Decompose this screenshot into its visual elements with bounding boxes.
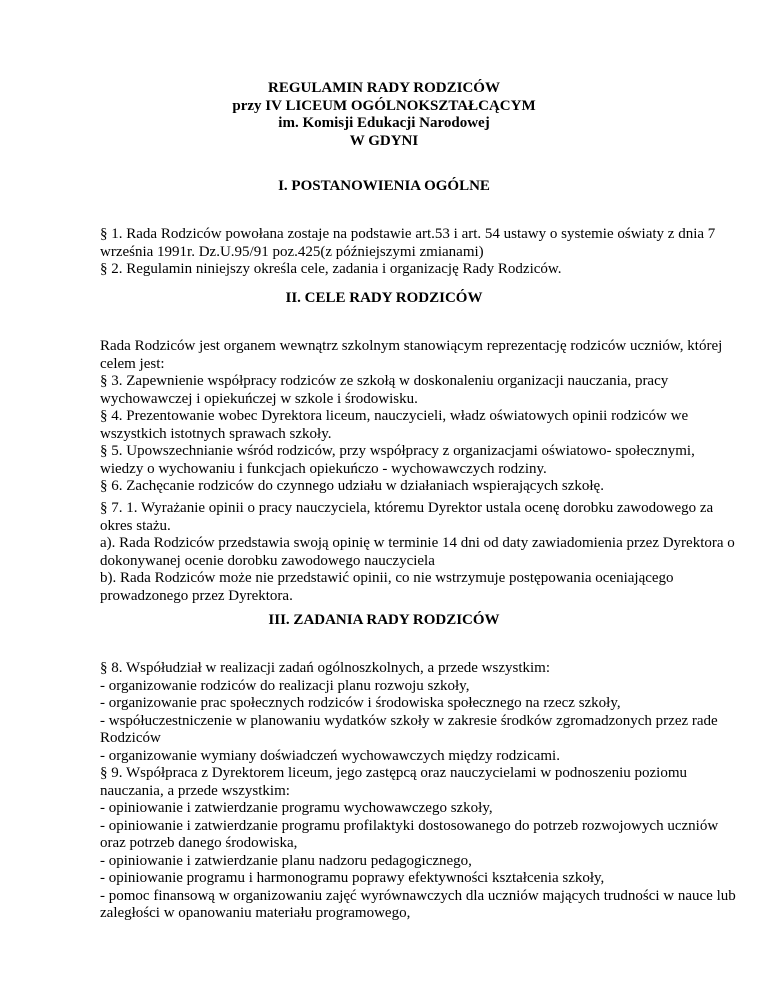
text-line: § 3. Zapewnienie współpracy rodziców ze szkołą w doskonaleniu organizacji nauczania, pracy — [100, 373, 669, 389]
text-line: zaległości w opanowaniu materiału programowego, — [100, 905, 411, 921]
text-line: - organizowanie wymiany doświadczeń wychowawczych między rodzicami. — [100, 747, 560, 764]
text-line: - współuczestniczenie w planowaniu wydatków szkoły w zakresie środków zgromadzonych przez rade — [100, 712, 718, 729]
text-line: § 8. Współudział w realizacji zadań ogólnoszkolnych, a przede wszystkim: — [100, 660, 550, 676]
section-2-paragraph-7 — [100, 500, 735, 605]
text-line: wszystkich istotnych sprawach szkoły. — [100, 425, 332, 442]
section-2-paragraph — [100, 338, 723, 496]
text-line: - pomoc finansową w organizowaniu zajęć wyrównawczych dla uczniów mających trudności w nauce lub — [100, 887, 736, 904]
text-line: a). Rada Rodziców przedstawia swoją opinię w terminie 14 dni od daty zawiadomienia przez Dyrektora o — [100, 535, 735, 551]
text-line: września 1991r. Dz.U.95/91 poz.425(z późniejszymi zmianami) — [100, 243, 484, 260]
text-line: wiedzy o wychowaniu i funkcjach opiekuńczo - wychowawczych rodziny. — [100, 460, 547, 477]
title-line: im. Komisji Edukacji Narodowej — [278, 115, 490, 131]
text-line: § 5. Upowszechnianie wśród rodziców, przy współpracy z organizacjami oświatowo- społecznymi, — [100, 443, 695, 459]
text-line: - opiniowanie i zatwierdzanie programu wychowawczego szkoły, — [100, 800, 493, 816]
section-1-paragraph — [100, 226, 716, 279]
title-line: W GDYNI — [349, 132, 419, 149]
section-heading-1: I. POSTANOWIENIA OGÓLNE — [278, 178, 490, 194]
text-line: wychowawczej i opiekuńczej w szkole i środowisku. — [100, 390, 418, 407]
text-line: nauczania, a przede wszystkim: — [100, 782, 290, 799]
text-line: § 1. Rada Rodziców powołana zostaje na podstawie art.53 i art. 54 ustawy o systemie oświaty z dnia 7 — [100, 226, 716, 242]
text-line: § 6. Zachęcanie rodziców do czynnego udziału w działaniach wspierających szkołę. — [100, 478, 604, 494]
text-line: - opiniowanie i zatwierdzanie programu profilaktyki dostosowanego do potrzeb rozwojowych uczniów — [100, 817, 719, 834]
text-line: b). Rada Rodziców może nie przedstawić opinii, co nie wstrzymuje postępowania oceniającego — [100, 570, 674, 586]
title-line: REGULAMIN RADY RODZICÓW — [268, 80, 500, 96]
title-line: przy IV LICEUM OGÓLNOKSZTAŁCĄCYM — [232, 97, 536, 114]
text-line: Rodziców — [100, 730, 161, 746]
text-line: oraz potrzeb danego środowiska, — [100, 835, 298, 851]
text-line: - organizowanie rodziców do realizacji planu rozwoju szkoły, — [100, 677, 470, 694]
text-line: - organizowanie prac społecznych rodziców i środowiska społecznego na rzecz szkoły, — [100, 695, 621, 711]
text-line: § 7. 1. Wyrażanie opinii o pracy nauczyciela, któremu Dyrektor ustala ocenę dorobku zawodowego za — [100, 500, 714, 516]
text-line: § 4. Prezentowanie wobec Dyrektora liceum, nauczycieli, władz oświatowych opinii rodziców we — [100, 408, 689, 424]
text-line: - opiniowanie programu i harmonogramu poprawy efektywności kształcenia szkoły, — [100, 870, 605, 886]
text-line: okres stażu. — [100, 517, 171, 534]
section-heading-2: II. CELE RADY RODZICÓW — [285, 290, 483, 306]
section-heading-3: III. ZADANIA RADY RODZICÓW — [268, 612, 500, 628]
text-line: dokonywanej ocenie dorobku zawodowego nauczyciela — [100, 552, 435, 569]
text-line: Rada Rodziców jest organem wewnątrz szkolnym stanowiącym reprezentację rodziców uczniów, której — [100, 338, 723, 354]
text-line: § 9. Współpraca z Dyrektorem liceum, jego zastępcą oraz nauczycielami w podnoszeniu poziomu — [100, 765, 687, 781]
text-line: celem jest: — [100, 355, 165, 372]
text-line: § 2. Regulamin niniejszy określa cele, zadania i organizację Rady Rodziców. — [100, 261, 562, 277]
section-3-paragraph — [100, 660, 736, 923]
document-title — [0, 80, 768, 150]
text-line: - opiniowanie i zatwierdzanie planu nadzoru pedagogicznego, — [100, 852, 472, 869]
text-line: prowadzonego przez Dyrektora. — [100, 587, 293, 604]
